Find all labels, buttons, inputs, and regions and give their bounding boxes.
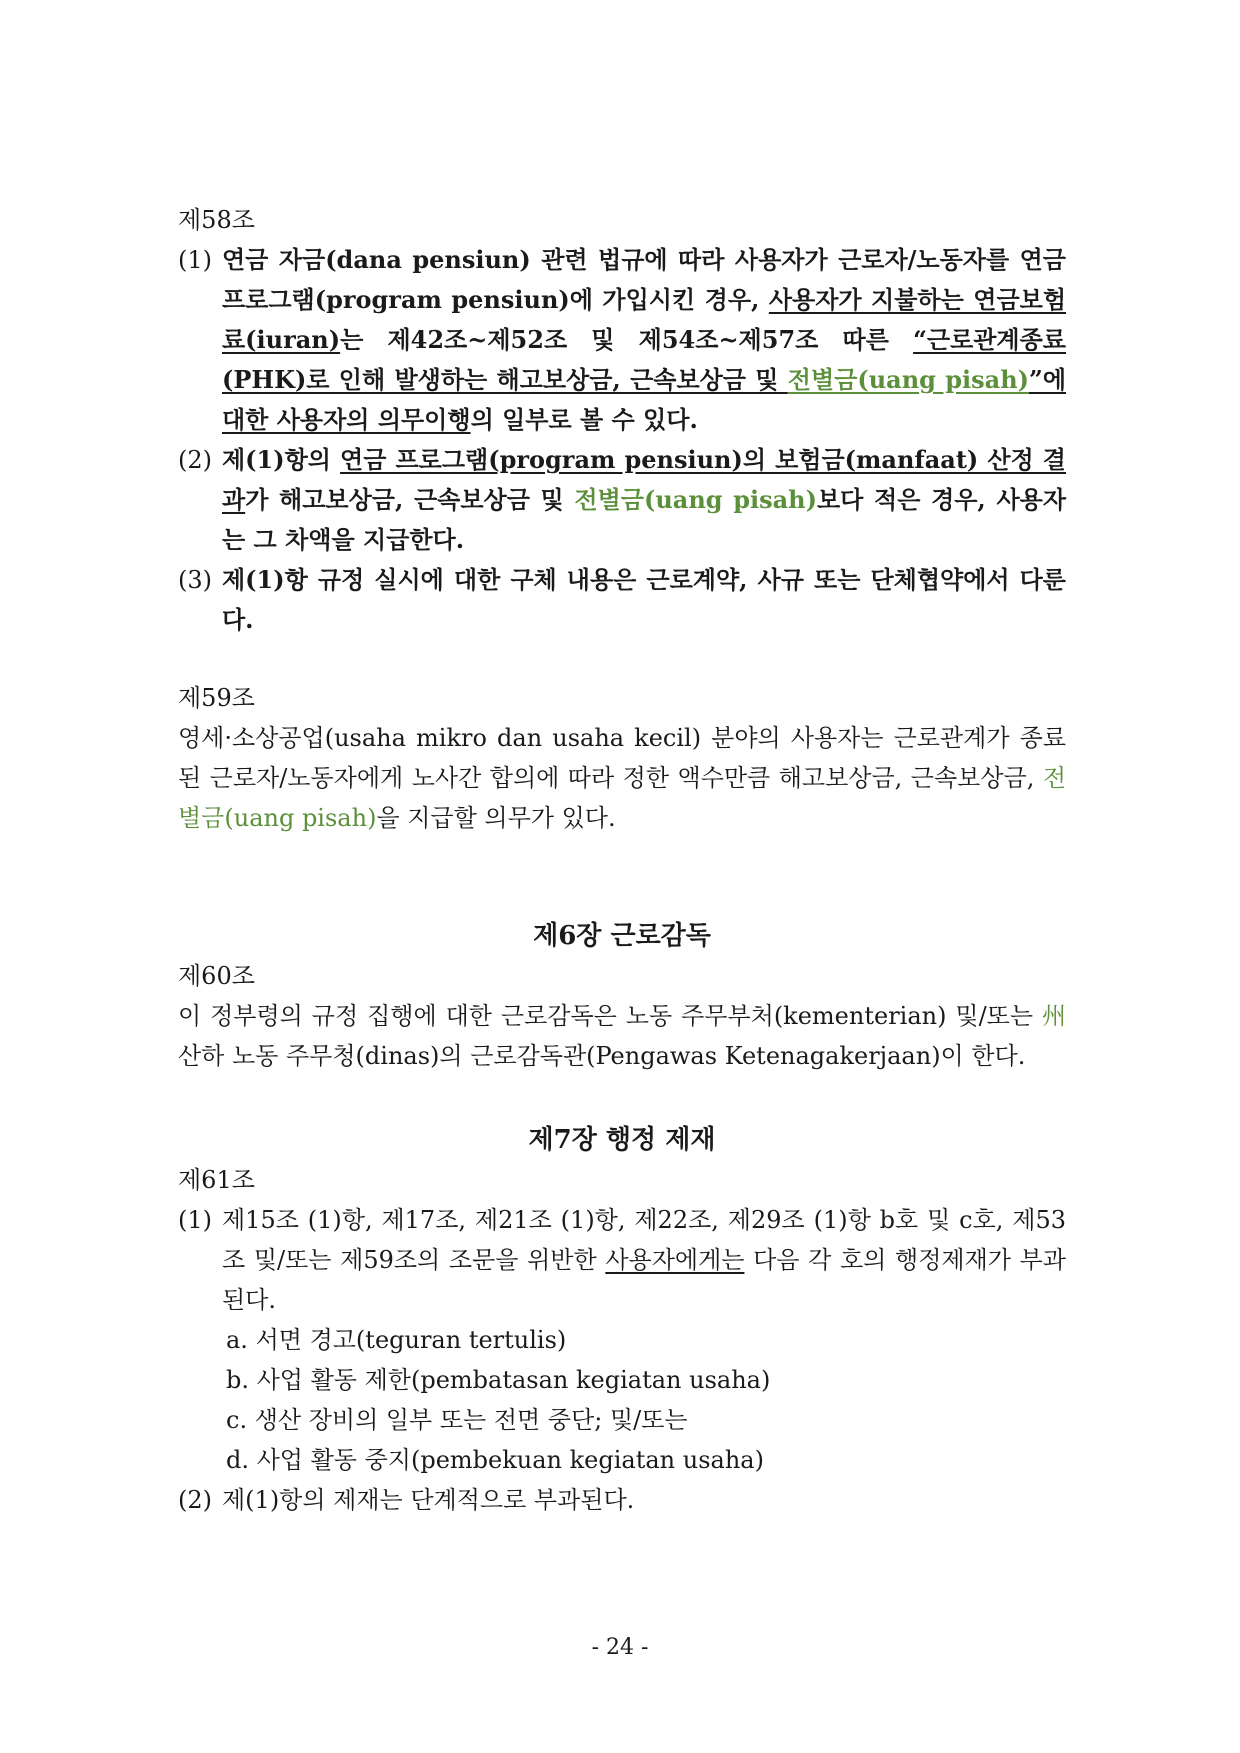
page-content: [178, 200, 1066, 1520]
article-58-paragraph-1: [178, 240, 1066, 440]
paragraph-number: (1): [178, 246, 212, 274]
chapter-6-heading: 제6장 근로감독: [533, 921, 711, 951]
underlined-text: “근로관계종료(PHK)로 인해 발생하는 해고보상금, 근속보상금 및: [222, 325, 1066, 394]
paragraph-text: 는 제42조~제52조 및 제54조~제57조 따른: [340, 325, 914, 354]
article-58-paragraph-3: [178, 560, 1066, 640]
paragraph-text: 제(1)항의 제재는 단계적으로 부과된다.: [222, 1486, 635, 1514]
article-59-title: 제59조: [178, 684, 255, 712]
paragraph-number: (2): [178, 1486, 212, 1514]
paragraph-text: 의 일부로 볼 수 있다.: [470, 405, 698, 434]
chapter-7-heading: 제7장 행정 제재: [528, 1125, 716, 1155]
paragraph-number: (3): [178, 566, 212, 594]
page-number: - 24 -: [591, 1635, 649, 1660]
article-60-body: 이 정부령의 규정 집행에 대한 근로감독은 노동 주무부처(kementerian) 및/또는 州산하 노동 주무청(dinas)의 근로감독관(Pengawas Ketenagakerjaan)이 한다.: [178, 1002, 1066, 1070]
list-item: b. 사업 활동 제한(pembatasan kegiatan usaha): [226, 1366, 771, 1394]
article-61-title: 제61조: [178, 1166, 255, 1194]
highlighted-term: 전별금(uang pisah): [178, 764, 1066, 832]
underlined-text: 연금 프로그램(program pensiun)의 보험금(manfaat) 산정 결과: [222, 445, 1066, 514]
underlined-text: ”에 대한 사용자의 의무이행: [222, 365, 1067, 434]
highlighted-term: 州: [1042, 1002, 1066, 1030]
list-item: d. 사업 활동 중지(pembekuan kegiatan usaha): [226, 1446, 764, 1474]
paragraph-text: 제(1)항의: [222, 445, 341, 474]
highlighted-term: 전별금(uang pisah): [574, 485, 817, 514]
underlined-text: 사용자가 지불하는 연금보험료(iuran): [222, 285, 1067, 354]
paragraph-number: (1): [178, 1206, 212, 1234]
article-61: [178, 1160, 1066, 1520]
article-58: [178, 200, 1066, 640]
underlined-text: 사용자에게는: [605, 1246, 745, 1274]
article-61-paragraph-2: [178, 1480, 1066, 1520]
article-59: [178, 678, 1066, 838]
article-60: [178, 956, 1066, 1076]
list-item: c. 생산 장비의 일부 또는 전면 중단; 및/또는: [226, 1406, 688, 1434]
paragraph-text: 연금 자금(dana pensiun) 관련 법규에 따라 사용자가 근로자/노동자를 연금프로그램(program pensiun)에 가입시킨 경우,: [222, 245, 1066, 314]
paragraph-text: 제15조 (1)항, 제17조, 제21조 (1)항, 제22조, 제29조 (1)항 b호 및 c호, 제53조 및/또는 제59조의 조문을 위반한: [222, 1206, 1066, 1274]
article-59-body: 영세·소상공업(usaha mikro dan usaha kecil) 분야의 사용자는 근로관계가 종료된 근로자/노동자에게 노사간 합의에 따라 정한 액수만큼 해고보상금, 근속보상금, 전별금(uang pisah)을 지급할 의무가 있다.: [178, 724, 1066, 832]
sanction-list: [178, 1320, 1066, 1480]
paragraph-text: 가 해고보상금, 근속보상금 및: [245, 485, 575, 514]
article-61-paragraph-1: [178, 1200, 1066, 1320]
paragraph-text: 제(1)항 규정 실시에 대한 구체 내용은 근로계약, 사규 또는 단체협약에서 다룬다.: [222, 565, 1066, 634]
list-item: a. 서면 경고(teguran tertulis): [226, 1326, 567, 1354]
article-60-title: 제60조: [178, 962, 255, 990]
article-58-paragraph-2: [178, 440, 1066, 560]
article-58-title: 제58조: [178, 206, 255, 234]
paragraph-text: 보다 적은 경우, 사용자는 그 차액을 지급한다.: [222, 485, 1067, 554]
highlighted-term: 전별금(uang pisah): [787, 365, 1030, 394]
paragraph-number: (2): [178, 446, 212, 474]
paragraph-text: 다음 각 호의 행정제재가 부과된다.: [222, 1246, 1066, 1314]
